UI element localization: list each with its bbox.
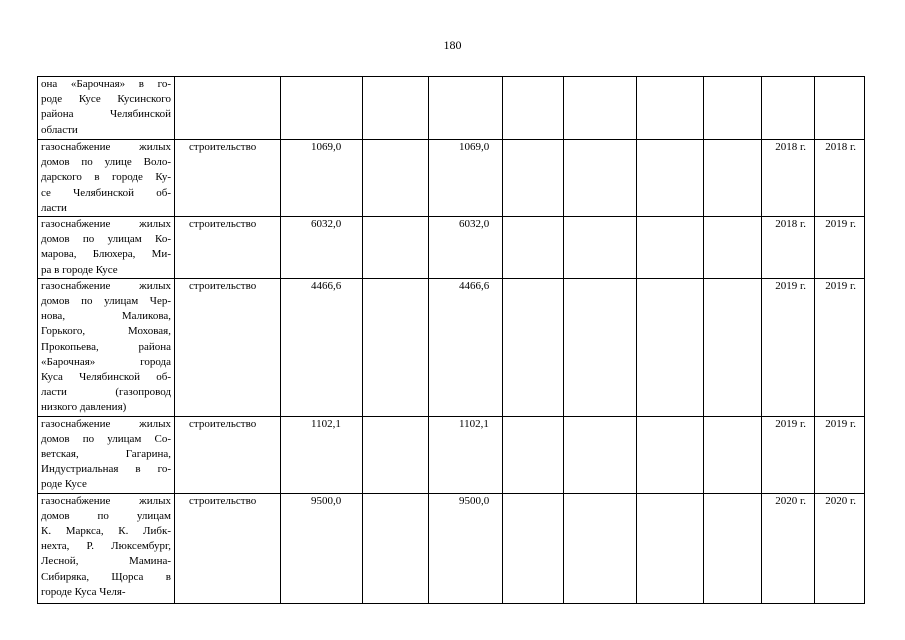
object-name-line: газоснабжение жилых: [41, 494, 171, 507]
page-number: 180: [443, 38, 462, 52]
table-body: [38, 77, 865, 604]
empty-cell: [704, 278, 762, 416]
table-row: [38, 140, 865, 217]
federal-cost-cell: [363, 140, 429, 217]
end-year-cell: 2020 г.: [815, 493, 865, 603]
object-name-line: домов по улице Воло-: [41, 156, 171, 169]
object-name-line: городе Куса Челя-: [41, 585, 126, 598]
object-name-line: нехта, Р. Люксембург,: [41, 540, 171, 553]
end-year-cell: 2019 г.: [815, 416, 865, 493]
object-name-line: домов по улицам Со-: [41, 432, 171, 445]
table-row: [38, 77, 865, 140]
empty-cell: [637, 416, 704, 493]
object-name-line: се Челябинской об-: [41, 186, 171, 199]
federal-cost-cell: [363, 278, 429, 416]
object-name-line: низкого давления): [41, 401, 127, 414]
total-cost-cell: 1102,1: [281, 416, 363, 493]
start-year-cell: 2020 г.: [762, 493, 815, 603]
object-name-line: ра в городе Кусе: [41, 263, 118, 276]
empty-cell: [637, 77, 704, 140]
empty-cell: [704, 77, 762, 140]
object-name-line: домов по улицам Чер-: [41, 295, 171, 308]
object-name-line: газоснабжение жилых: [41, 141, 171, 153]
total-cost-cell: 1069,0: [281, 140, 363, 217]
empty-cell: [564, 140, 637, 217]
object-name-line: она «Барочная» в го-: [41, 78, 171, 90]
end-year-cell: 2019 г.: [815, 217, 865, 279]
object-name-cell: [38, 493, 175, 603]
object-name-cell: [38, 416, 175, 493]
empty-cell: [564, 493, 637, 603]
end-year-cell: [815, 77, 865, 140]
object-name-line: нова, Маликова,: [41, 310, 171, 323]
work-type-cell: строительство: [175, 416, 281, 493]
start-year-cell: 2019 г.: [762, 278, 815, 416]
object-name-line: марова, Блюхера, Ми-: [41, 248, 171, 261]
object-name-line: «Барочная» города: [41, 355, 171, 368]
empty-cell: [503, 140, 564, 217]
object-name-cell: [38, 217, 175, 279]
empty-cell: [637, 493, 704, 603]
object-name-line: домов по улицам Ко-: [41, 233, 171, 246]
regional-cost-cell: [429, 77, 503, 140]
empty-cell: [564, 278, 637, 416]
end-year-cell: 2019 г.: [815, 278, 865, 416]
empty-cell: [637, 217, 704, 279]
start-year-cell: 2019 г.: [762, 416, 815, 493]
total-cost-cell: 9500,0: [281, 493, 363, 603]
empty-cell: [637, 278, 704, 416]
empty-cell: [704, 140, 762, 217]
object-name-line: газоснабжение жилых: [41, 218, 171, 231]
work-type-cell: строительство: [175, 140, 281, 217]
end-year-cell: 2018 г.: [815, 140, 865, 217]
empty-cell: [564, 77, 637, 140]
empty-cell: [704, 217, 762, 279]
object-table: [37, 76, 865, 604]
work-type-cell: [175, 77, 281, 140]
object-name-line: дарского в городе Ку-: [41, 171, 171, 184]
empty-cell: [637, 140, 704, 217]
empty-cell: [503, 77, 564, 140]
object-name-cell: [38, 77, 175, 140]
regional-cost-cell: 6032,0: [429, 217, 503, 279]
regional-cost-cell: 1069,0: [429, 140, 503, 217]
federal-cost-cell: [363, 217, 429, 279]
regional-cost-cell: 9500,0: [429, 493, 503, 603]
start-year-cell: 2018 г.: [762, 140, 815, 217]
empty-cell: [704, 416, 762, 493]
object-name-line: ветская, Гагарина,: [41, 448, 171, 461]
start-year-cell: [762, 77, 815, 140]
empty-cell: [564, 416, 637, 493]
empty-cell: [503, 217, 564, 279]
object-name-line: ласти: [41, 201, 67, 214]
federal-cost-cell: [363, 77, 429, 140]
object-name-line: роде Кусе: [41, 478, 87, 491]
federal-cost-cell: [363, 416, 429, 493]
object-name-line: Горького, Моховая,: [41, 325, 171, 338]
object-name-line: газоснабжение жилых: [41, 417, 171, 430]
total-cost-cell: 4466,6: [281, 278, 363, 416]
empty-cell: [503, 416, 564, 493]
object-name-line: роде Кусе Кусинского: [41, 93, 171, 106]
object-name-cell: [38, 140, 175, 217]
object-name-line: области: [41, 123, 78, 136]
table-row: [38, 278, 865, 416]
regional-cost-cell: 1102,1: [429, 416, 503, 493]
empty-cell: [704, 493, 762, 603]
total-cost-cell: [281, 77, 363, 140]
work-type-cell: строительство: [175, 278, 281, 416]
federal-cost-cell: [363, 493, 429, 603]
table-row: [38, 217, 865, 279]
empty-cell: [564, 217, 637, 279]
total-cost-cell: 6032,0: [281, 217, 363, 279]
empty-cell: [503, 493, 564, 603]
object-name-line: Прокопьева, района: [41, 340, 171, 353]
object-name-line: Индустриальная в го-: [41, 463, 171, 476]
empty-cell: [503, 278, 564, 416]
object-name-line: домов по улицам: [41, 509, 171, 522]
object-name-line: Куса Челябинской об-: [41, 371, 171, 384]
work-type-cell: строительство: [175, 217, 281, 279]
object-name-line: района Челябинской: [41, 108, 171, 121]
object-name-line: К. Маркса, К. Либк-: [41, 525, 171, 538]
object-name-line: ласти (газопровод: [41, 386, 171, 399]
object-name-line: Лесной, Мамина-: [41, 555, 171, 568]
object-name-cell: [38, 278, 175, 416]
regional-cost-cell: 4466,6: [429, 278, 503, 416]
table-row: [38, 416, 865, 493]
table-row: [38, 493, 865, 603]
object-name-line: газоснабжение жилых: [41, 279, 171, 292]
object-name-line: Сибиряка, Щорса в: [41, 570, 171, 583]
work-type-cell: строительство: [175, 493, 281, 603]
start-year-cell: 2018 г.: [762, 217, 815, 279]
